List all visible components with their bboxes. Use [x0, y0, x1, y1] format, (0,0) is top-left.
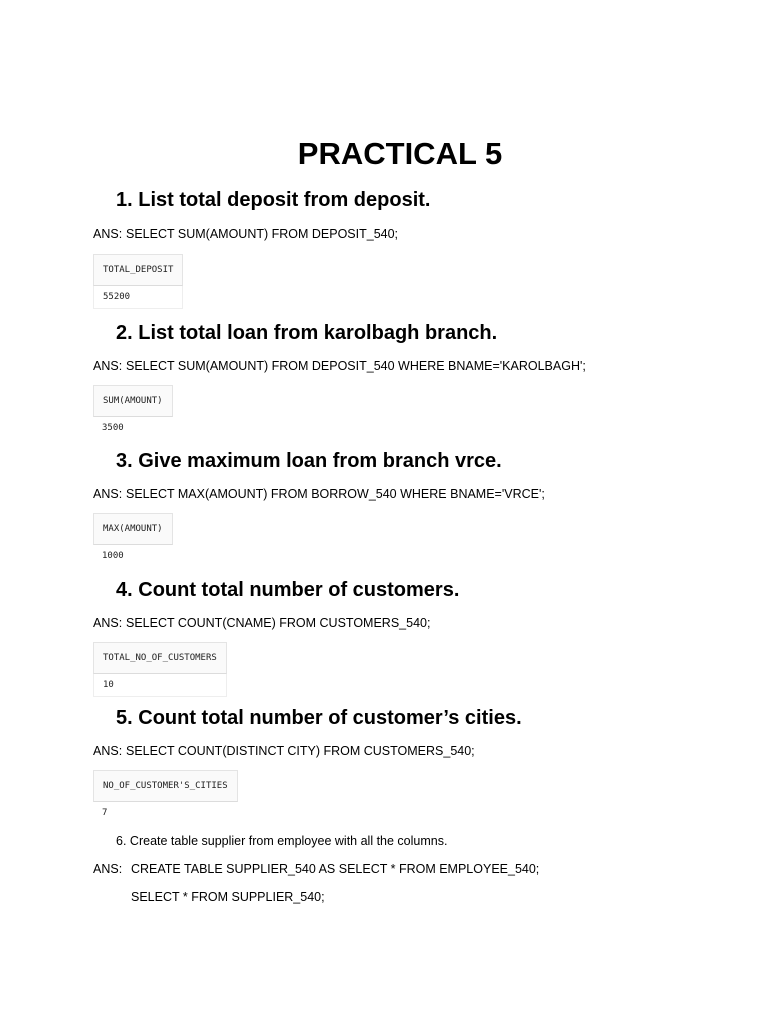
- answer-label: ANS:: [93, 487, 123, 501]
- result-table-1: [93, 254, 183, 309]
- result-column-header: SUM(AMOUNT): [93, 385, 173, 417]
- answer-1: [93, 226, 398, 242]
- result-cell: 3500: [102, 423, 124, 433]
- question-text: List total loan from karolbagh branch.: [138, 322, 498, 344]
- question-number: 3.: [116, 450, 133, 472]
- question-5-heading: [116, 706, 522, 730]
- answer-2: [93, 358, 586, 374]
- answer-label: ANS:: [93, 227, 123, 241]
- question-2-heading: [116, 321, 497, 345]
- answer-query: SELECT MAX(AMOUNT) FROM BORROW_540 WHERE BNAME='VRCE';: [126, 487, 545, 501]
- answer-query: SELECT SUM(AMOUNT) FROM DEPOSIT_540;: [126, 227, 399, 241]
- result-table-3: [93, 513, 173, 567]
- answer-query: SELECT SUM(AMOUNT) FROM DEPOSIT_540 WHERE BNAME='KAROLBAGH';: [126, 359, 586, 373]
- result-table-5: [93, 770, 238, 824]
- answer-label: ANS:: [93, 744, 123, 758]
- question-number: 6.: [116, 834, 127, 848]
- question-number: 5.: [116, 707, 133, 729]
- answer-label: ANS:: [93, 616, 123, 630]
- answer-query: SELECT COUNT(CNAME) FROM CUSTOMERS_540;: [126, 616, 431, 630]
- result-cell: 7: [102, 808, 108, 818]
- result-cell: 1000: [102, 551, 124, 561]
- answer-4: [93, 615, 430, 631]
- answer-3: [93, 486, 545, 502]
- question-text: List total deposit from deposit.: [138, 189, 431, 211]
- answer-5: [93, 743, 475, 759]
- answer-label: ANS:: [93, 862, 123, 876]
- question-text: Give maximum loan from branch vrce.: [138, 450, 502, 472]
- answer-query: SELECT COUNT(DISTINCT CITY) FROM CUSTOMERS_540;: [126, 744, 475, 758]
- result-table-2: [93, 385, 173, 439]
- result-column-header: MAX(AMOUNT): [93, 513, 173, 545]
- answer-6: [93, 861, 539, 877]
- question-1-heading: [116, 188, 430, 212]
- question-number: 2.: [116, 322, 133, 344]
- question-text: Count total number of customers.: [138, 579, 460, 601]
- result-cell: 10: [93, 674, 227, 697]
- question-6-heading: [116, 833, 447, 849]
- result-column-header: TOTAL_DEPOSIT: [93, 254, 183, 286]
- question-number: 1.: [116, 189, 133, 211]
- page-title: PRACTICAL 5: [297, 136, 503, 171]
- question-4-heading: [116, 578, 459, 602]
- result-table-4: [93, 642, 227, 697]
- question-text: Count total number of customer’s cities.: [138, 707, 522, 729]
- answer-6-line-2: SELECT * FROM SUPPLIER_540;: [131, 890, 325, 904]
- answer-label: ANS:: [93, 359, 123, 373]
- result-column-header: TOTAL_NO_OF_CUSTOMERS: [93, 642, 227, 674]
- question-3-heading: [116, 449, 502, 473]
- question-number: 4.: [116, 579, 133, 601]
- question-text: Create table supplier from employee with all the columns.: [129, 834, 448, 848]
- result-column-header: NO_OF_CUSTOMER'S_CITIES: [93, 770, 238, 802]
- result-cell: 55200: [93, 286, 183, 309]
- answer-query: CREATE TABLE SUPPLIER_540 AS SELECT * FROM EMPLOYEE_540;: [131, 862, 540, 876]
